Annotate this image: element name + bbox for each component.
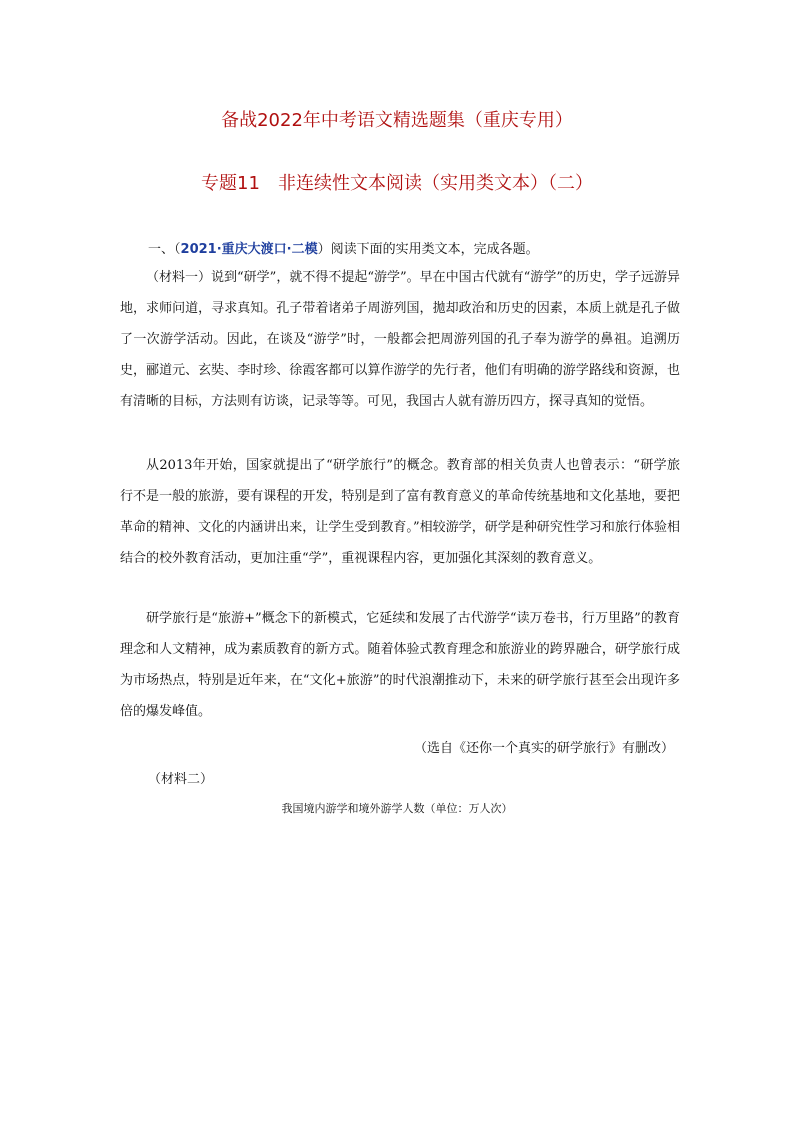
question-line — [148, 238, 539, 257]
document-title: 备战2022年中考语文精选题集（重庆专用） — [221, 110, 573, 131]
material1-credit: （选自《还你一个真实的研学旅行》有删改） — [413, 741, 674, 756]
question-source: 2021·重庆大渡口·二模 — [180, 242, 318, 257]
material2-chart-caption: 我国境内游学和境外游学人数（单位：万人次） — [281, 802, 513, 815]
question-source-close: ） — [317, 242, 331, 257]
material1-paragraph-3: 研学旅行是“旅游+”概念下的新模式，它延续和发展了古代游学“读万卷书，行万里路”的教育理念和人文精神，成为素质教育的新方式。随着体验式教育理念和旅游业的跨界融合，研学旅行成为市场热点，特别是近年来，在“文化+旅游”的时代浪潮推动下，未来的研学旅行甚至会出现许多倍的爆发峰值。 — [120, 611, 680, 719]
question-instruction: 阅读下面的实用类文本，完成各题。 — [330, 242, 539, 257]
material1-paragraph-1: （材料一）说到“研学”，就不得不提起“游学”。早在中国古代就有“游学”的历史，学子远游异地，求师问道，寻求真知。孔子带着诸弟子周游列国，拋却政治和历史的因素，本质上就是孔子做了一次游学活动。因此，在谈及“游学”时，一般都会把周游列国的孔子奉为游学的鼻祖。追溯历史，郦道元、玄奘、李时珍、徐霞客都可以算作游学的先行者，他们有明确的游学路线和资源，也有清晰的目标，方法则有访谈，记录等等。可见，我国古人就有游历四方，探寻真知的觉悟。 — [120, 270, 680, 409]
question-source-open: （ — [174, 242, 181, 257]
material2-label: （材料二） — [148, 772, 214, 787]
material1-paragraph-2: 从2013年开始，国家就提出了“研学旅行”的概念。教育部的相关负责人也曾表示：“研学旅行不是一般的旅游，要有课程的开发，特别是到了富有教育意义的革命传统基地和文化基地，要把革命的精神、文化的内涵讲出来，让学生受到教育。”相较游学，研学是种研究性学习和旅行体验相结合的校外教育活动，更加注重“学”，重视课程内容，更加强化其深刻的教育意义。 — [120, 458, 680, 566]
question-number: 一、 — [148, 242, 175, 257]
document-subtitle: 专题11 非连续性文本阅读（实用类文本）（二） — [201, 173, 593, 194]
